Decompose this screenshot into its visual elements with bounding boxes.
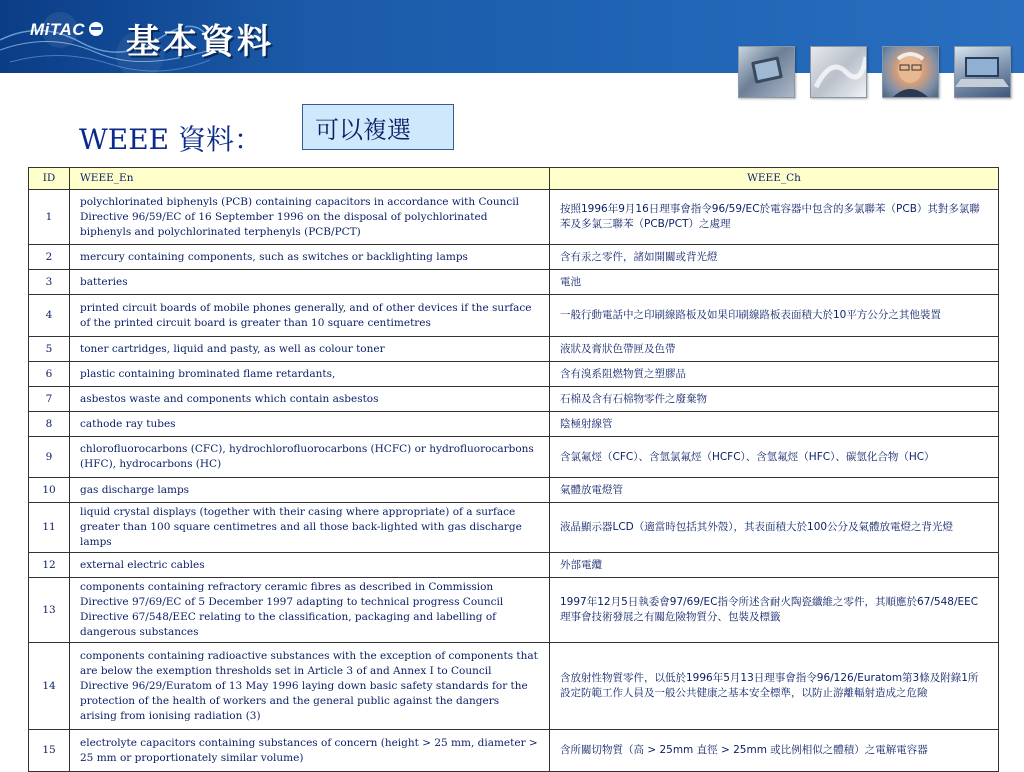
row-weee-en: printed circuit boards of mobile phones generally, and of other devices if the surface of the printed circuit board is greater than 10 square centimetres	[70, 295, 550, 337]
row-weee-ch: 陰極射線管	[550, 412, 999, 437]
row-weee-ch: 含所關切物質（高 > 25mm 直徑 > 25mm 或比例相似之體積）之電解電容器	[550, 730, 999, 772]
table-row	[29, 245, 999, 270]
row-weee-ch: 含有汞之零件，諸如開關或背光燈	[550, 245, 999, 270]
header-weee-ch: WEEE_Ch	[550, 168, 999, 190]
row-weee-en: mercury containing components, such as switches or backlighting lamps	[70, 245, 550, 270]
laptop-thumbnail	[954, 46, 1011, 98]
logo-text: MiTAC	[30, 20, 86, 39]
row-weee-en: cathode ray tubes	[70, 412, 550, 437]
table-row	[29, 337, 999, 362]
row-weee-ch: 含氯氟烴（CFC）、含氫氯氟烴（HCFC）、含氫氟烴（HFC）、碳氫化合物（HC）	[550, 437, 999, 478]
logo-globe-icon	[89, 22, 103, 36]
header-weee-en: WEEE_En	[70, 168, 550, 190]
row-id: 3	[29, 270, 70, 295]
table-row	[29, 362, 999, 387]
row-weee-en: components containing radioactive substances with the exception of components that are below the exemption thresholds set in Article 3 of and Annex I to Council Directive 96/29/Euratom of 13 May 1996 laying down basic safety standards for the protection of the health of workers and the general public against the dangers arising from ionising radiation (3)	[70, 643, 550, 730]
row-weee-ch: 一般行動電話中之印刷線路板及如果印刷線路板表面積大於10平方公分之其他裝置	[550, 295, 999, 337]
row-weee-ch: 1997年12月5日執委會97/69/EC指令所述含耐火陶瓷纖維之零件，其順應於67/548/EEC理事會技術發展之有關危險物質分、包裝及標籤	[550, 578, 999, 643]
banner-divider	[0, 73, 1024, 77]
row-weee-en: external electric cables	[70, 553, 550, 578]
row-id: 1	[29, 190, 70, 245]
table-row	[29, 270, 999, 295]
page-title: 基本資料	[126, 22, 274, 62]
row-weee-ch: 外部電纜	[550, 553, 999, 578]
table-row	[29, 578, 999, 643]
row-weee-ch: 電池	[550, 270, 999, 295]
row-id: 9	[29, 437, 70, 478]
row-weee-en: components containing refractory ceramic fibres as described in Commission Directive 97/69/EC of 5 December 1997 adapting to technical progress Council Directive 67/548/EEC relating to the classification, packaging and labelling of dangerous substances	[70, 578, 550, 643]
row-weee-en: polychlorinated biphenyls (PCB) containing capacitors in accordance with Council Directive 96/59/EC of 16 September 1996 on the disposal of polychlorinated biphenyls and polychlorinated terphenyls (PCB/PCT)	[70, 190, 550, 245]
table-row	[29, 730, 999, 772]
fabric-thumbnail	[810, 46, 867, 98]
table-row	[29, 643, 999, 730]
row-weee-en: toner cartridges, liquid and pasty, as well as colour toner	[70, 337, 550, 362]
row-id: 14	[29, 643, 70, 730]
tablet-thumbnail	[738, 46, 795, 98]
row-id: 11	[29, 503, 70, 553]
row-id: 2	[29, 245, 70, 270]
row-weee-en: asbestos waste and components which contain asbestos	[70, 387, 550, 412]
row-id: 5	[29, 337, 70, 362]
row-weee-ch: 石棉及含有石棉物零件之廢棄物	[550, 387, 999, 412]
row-id: 7	[29, 387, 70, 412]
row-id: 13	[29, 578, 70, 643]
header-id: ID	[29, 168, 70, 190]
mitac-logo	[30, 20, 103, 40]
row-weee-en: batteries	[70, 270, 550, 295]
table-row	[29, 553, 999, 578]
table-row	[29, 387, 999, 412]
row-id: 12	[29, 553, 70, 578]
row-id: 6	[29, 362, 70, 387]
table-row	[29, 412, 999, 437]
row-weee-en: chlorofluorocarbons (CFC), hydrochlorofluorocarbons (HCFC) or hydrofluorocarbons (HFC), hydrocarbons (HC)	[70, 437, 550, 478]
row-weee-ch: 氣體放電燈管	[550, 478, 999, 503]
table-header-row	[29, 168, 999, 190]
multi-select-note: 可以複選	[302, 104, 454, 150]
row-weee-ch: 液狀及膏狀色帶匣及色帶	[550, 337, 999, 362]
weee-table	[28, 167, 999, 772]
row-weee-en: gas discharge lamps	[70, 478, 550, 503]
table-row	[29, 437, 999, 478]
row-weee-ch: 液晶顯示器LCD（適當時包括其外殼），其表面積大於100公分及氣體放電燈之背光燈	[550, 503, 999, 553]
row-weee-ch: 含放射性物質零件，以低於1996年5月13日理事會指令96/126/Euratom第3條及附錄1所設定防範工作人員及一般公共健康之基本安全標準，以防止游離輻射造成之危險	[550, 643, 999, 730]
table-row	[29, 503, 999, 553]
weee-heading: WEEE 資料：	[79, 123, 262, 156]
row-id: 10	[29, 478, 70, 503]
row-weee-en: liquid crystal displays (together with their casing where appropriate) of a surface greater than 100 square centimetres and all those back-lighted with gas discharge lamps	[70, 503, 550, 553]
table-row	[29, 478, 999, 503]
row-id: 4	[29, 295, 70, 337]
man-portrait-thumbnail	[882, 46, 939, 98]
row-weee-en: electrolyte capacitors containing substances of concern (height > 25 mm, diameter > 25 mm or proportionately similar volume)	[70, 730, 550, 772]
row-weee-ch: 按照1996年9月16日理事會指令96/59/EC於電容器中包含的多氯聯苯（PCB）其對多氯聯苯及多氯三聯苯（PCB/PCT）之處理	[550, 190, 999, 245]
table-row	[29, 295, 999, 337]
row-weee-en: plastic containing brominated flame retardants,	[70, 362, 550, 387]
header-banner	[0, 0, 1024, 73]
table-row	[29, 190, 999, 245]
row-id: 8	[29, 412, 70, 437]
row-weee-ch: 含有溴系阻燃物質之塑膠品	[550, 362, 999, 387]
row-id: 15	[29, 730, 70, 772]
